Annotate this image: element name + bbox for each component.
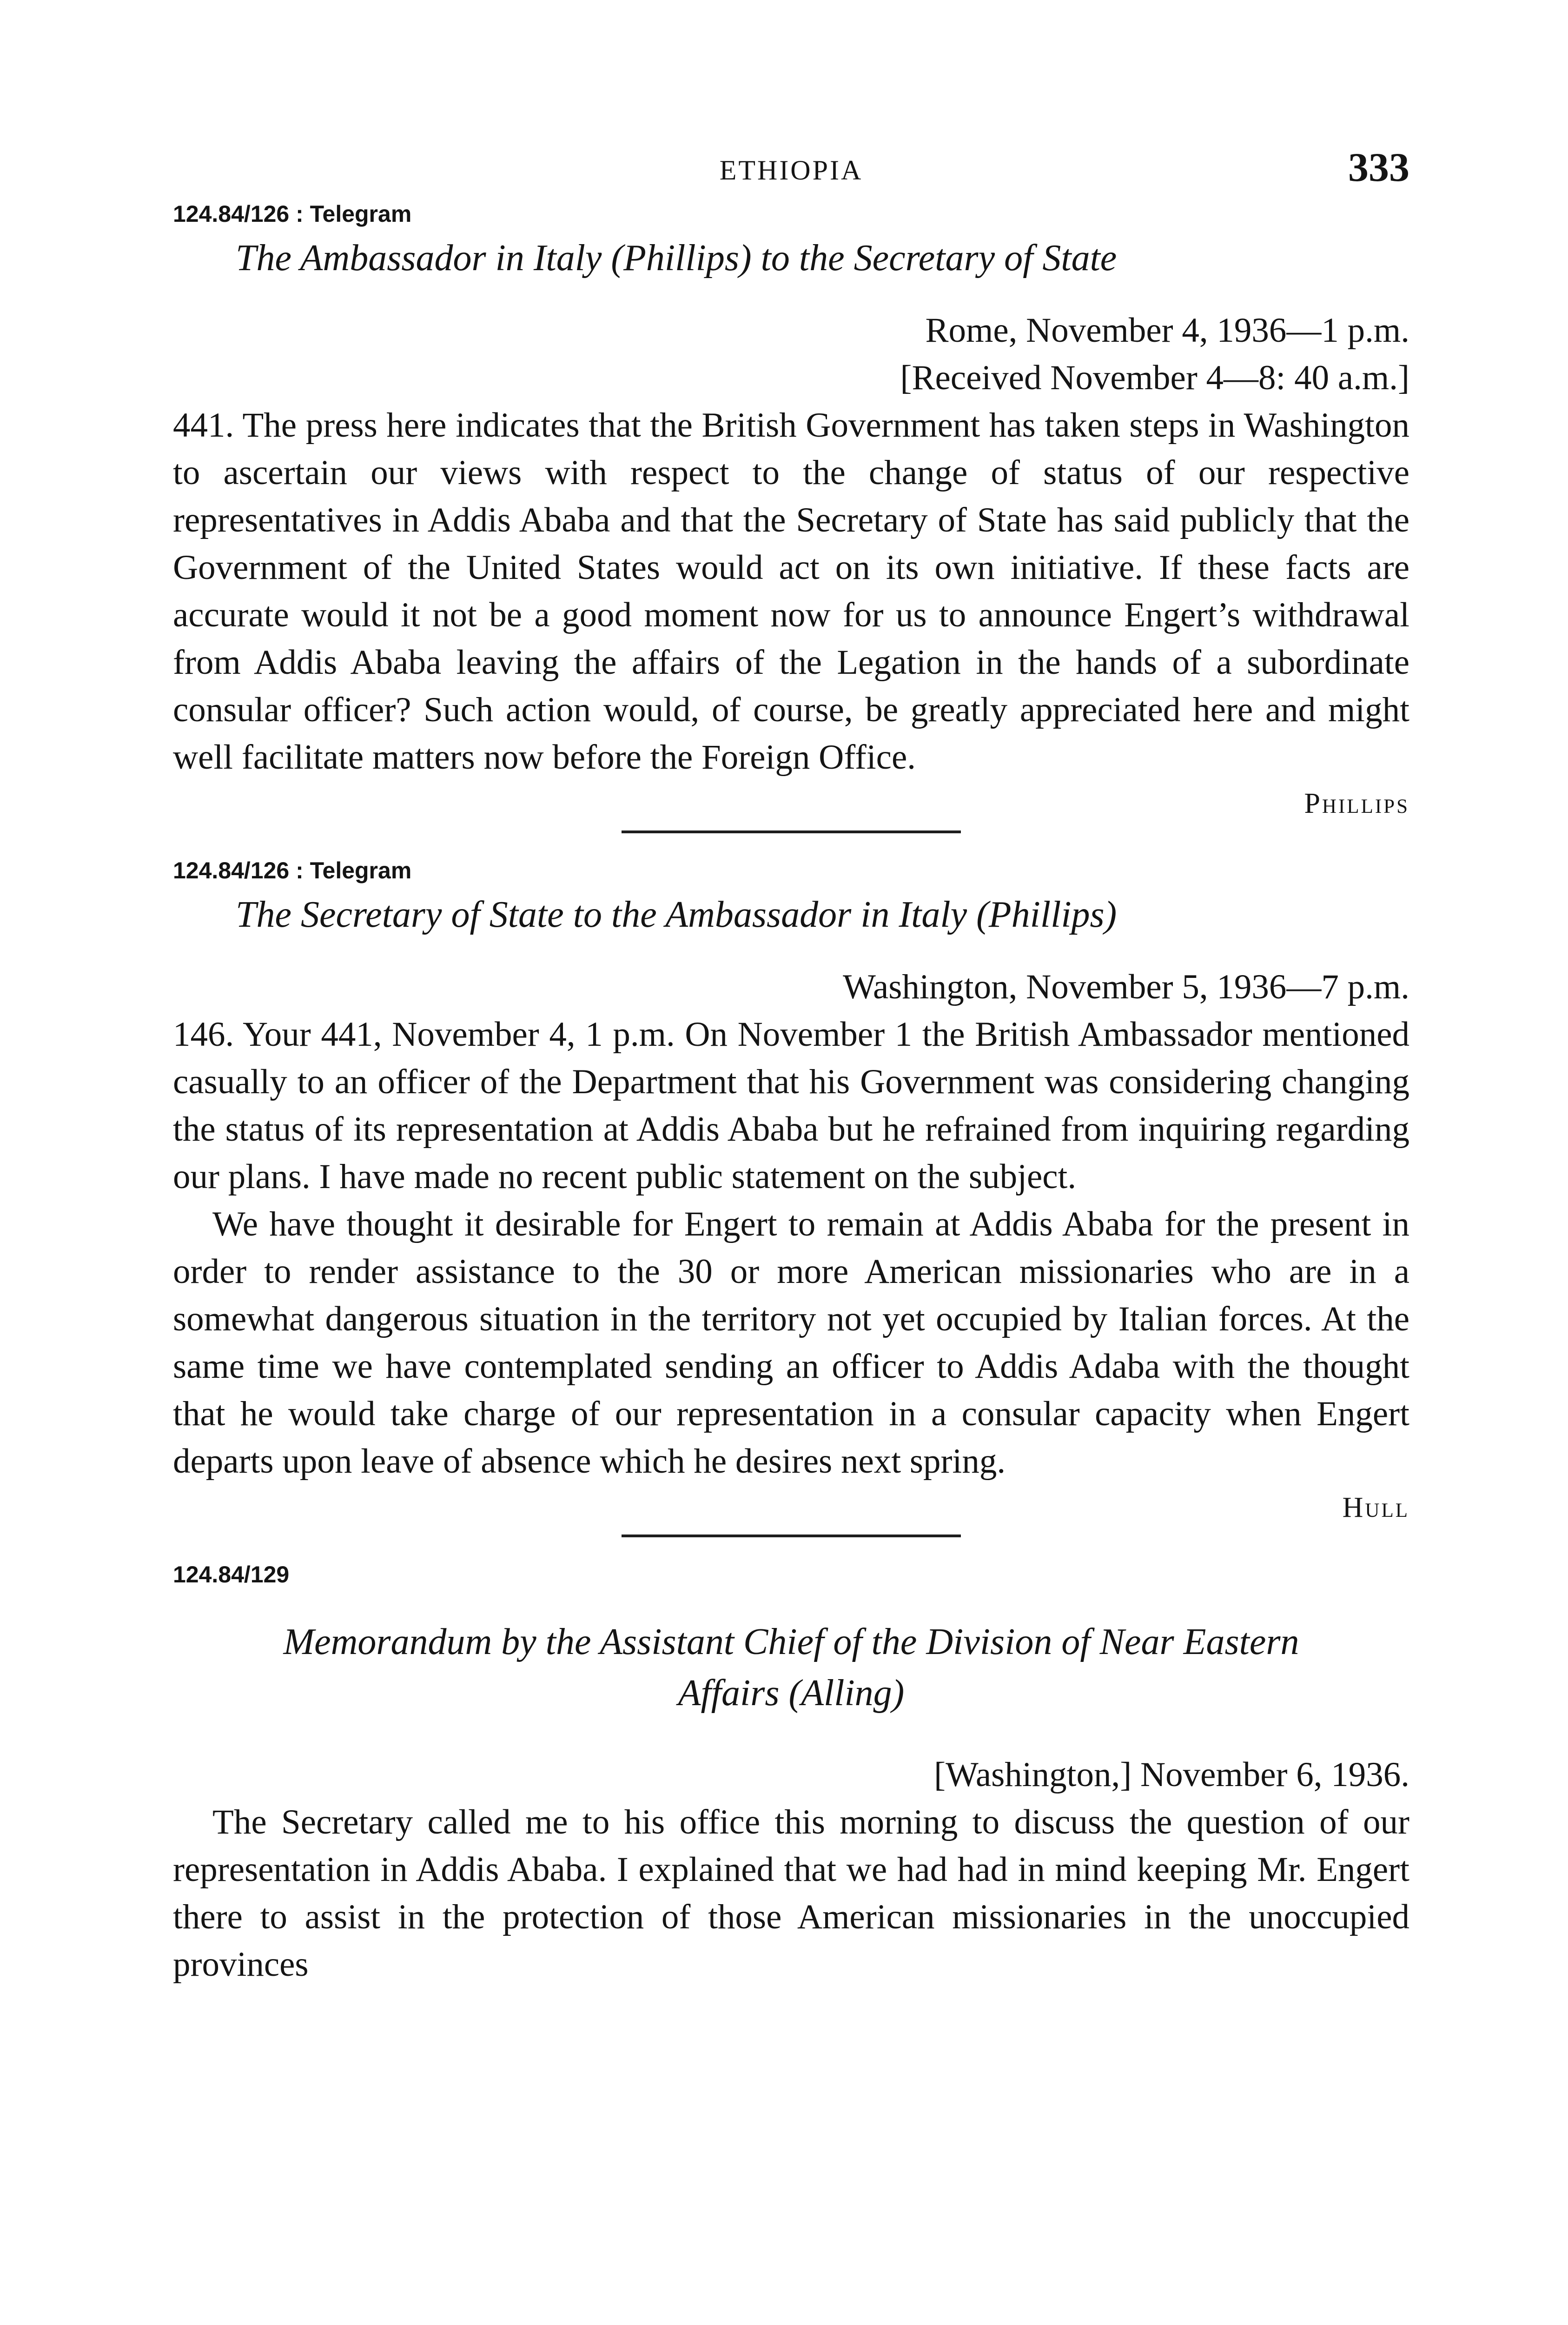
telegram-secretary-to-phillips <box>173 852 1409 1530</box>
telegram-body: 441. The press here indicates that the British Government has taken steps in Washington to ascertain our views with respect to the change of status of our respective representatives in Addis Ababa and that the Secretary of State has said publicly that the Government of the United States would act on its own initiative. If these facts are accurate would it not be a good moment now for us to announce Engert’s withdrawal from Addis Ababa leaving the affairs of the Legation in the hands of a subordinate consular officer? Such action would, of course, be greatly appreciated here and might well facilitate matters now before the Foreign Office. <box>173 406 1409 777</box>
memorandum-alling <box>173 1556 1409 1988</box>
file-number: 124.84/126 : Telegram <box>173 857 412 884</box>
memorandum-paragraph: The Secretary called me to his office this morning to discuss the question of our representation in Addis Ababa. I explained that we had had in mind keeping Mr. Engert there to assist in the protection of those American missionaries in the unoccupied provinces <box>173 1803 1409 1984</box>
dateline: [Washington,] November 6, 1936. <box>934 1755 1409 1794</box>
document-title: The Secretary of State to the Ambassador in Italy (Phillips) <box>236 894 1117 935</box>
telegram-paragraph: 146. Your 441, November 4, 1 p.m. On November 1 the British Ambassador mentioned casually to an officer of the Department that his Government was considering changing the status of its representation at Addis Ababa but he refrained from inquiring regarding our plans. I have made no recent public statement on the subject. <box>173 1015 1409 1196</box>
document-title-line-1: Memorandum by the Assistant Chief of the Division of Near Eastern <box>283 1621 1299 1662</box>
document-title-line-2: Affairs (Alling) <box>678 1673 905 1714</box>
section-divider <box>622 830 961 833</box>
signature: Phillips <box>1304 788 1409 819</box>
telegram-phillips-to-secretary <box>173 195 1409 826</box>
dateline-received: [Received November 4—8: 40 a.m.] <box>900 359 1409 397</box>
telegram-paragraph: We have thought it desirable for Engert to remain at Addis Ababa for the present in order to render assistance to the 30 or more American missionaries who are in a somewhat dangerous situation in the territory not yet occupied by Italian forces. At the same time we have contemplated sending an officer to Addis Adaba with the thought that he would take charge of our representation in a consular capacity when Engert departs upon leave of absence which he desires next spring. <box>173 1205 1409 1481</box>
dateline-sent: Rome, November 4, 1936—1 p.m. <box>925 311 1409 350</box>
signature: Hull <box>1342 1492 1409 1523</box>
running-header <box>173 144 1409 195</box>
document-page <box>173 144 1409 1988</box>
section-divider <box>622 1534 961 1537</box>
page-number: 333 <box>1348 145 1409 190</box>
running-title: ETHIOPIA <box>719 155 863 186</box>
document-title: The Ambassador in Italy (Phillips) to the Secretary of State <box>236 238 1117 279</box>
file-number: 124.84/126 : Telegram <box>173 201 412 227</box>
dateline: Washington, November 5, 1936—7 p.m. <box>843 968 1409 1006</box>
file-number: 124.84/129 <box>173 1561 290 1588</box>
